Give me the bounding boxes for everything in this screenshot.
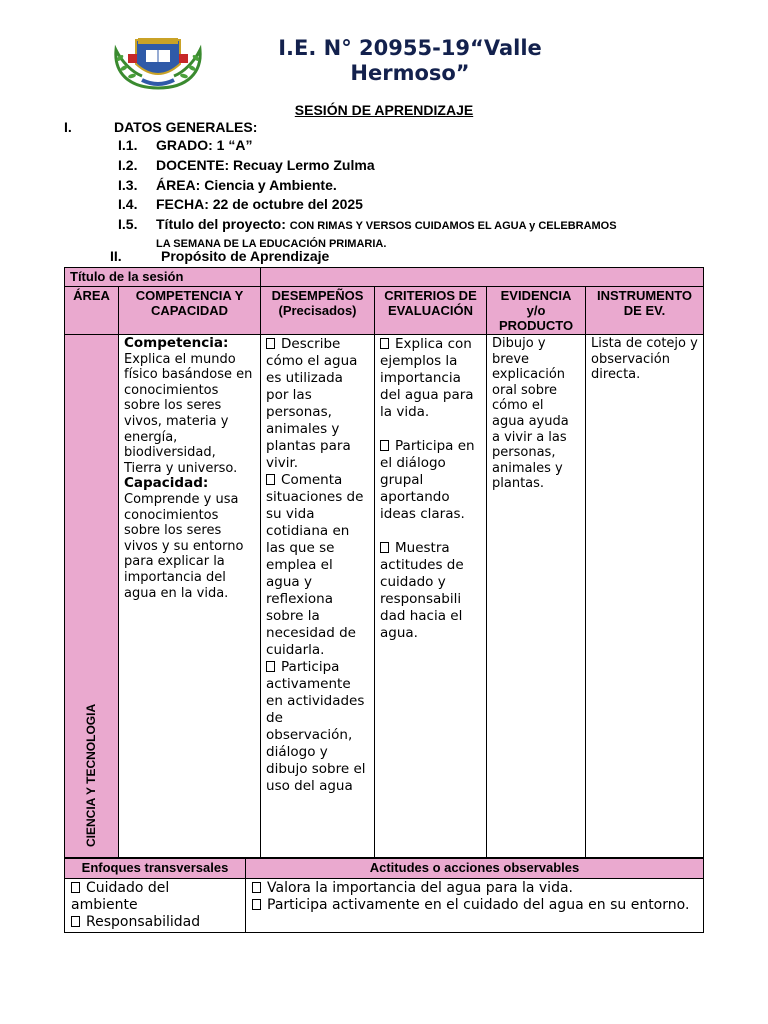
desempeno-item: Participa activamente en actividades de observación, diálogo y dibujo sobre el uso del agua <box>266 659 366 794</box>
checkbox-icon <box>252 882 261 893</box>
checkbox-icon <box>71 916 80 927</box>
actitudes-cell <box>246 879 704 933</box>
checkbox-icon <box>266 661 275 672</box>
competencia-label: Competencia: <box>124 335 229 351</box>
checkbox-icon <box>380 338 389 349</box>
criterios-cell <box>375 335 487 858</box>
header-competencia: COMPETENCIA Y CAPACIDAD <box>119 287 261 335</box>
school-name: I.E. N° 20955-19“Valle Hermoso” <box>278 36 542 85</box>
header-desempenos: DESEMPEÑOS (Precisados) <box>261 287 375 335</box>
enfoques-cell <box>65 879 246 933</box>
checkbox-icon <box>266 338 275 349</box>
enfoques-table <box>64 858 704 933</box>
checkbox-icon <box>71 882 80 893</box>
competencia-cell <box>119 335 261 858</box>
enfoques-header: Enfoques transversales <box>65 859 246 879</box>
school-logo <box>108 32 208 92</box>
competencia-text: Explica el mundo físico basándose en conocimientos sobre los seres vivos, materia y energía, biodiversidad, Tierra y universo. <box>124 351 253 476</box>
header-area: ÁREA <box>65 287 119 335</box>
desempenos-cell <box>261 335 375 858</box>
checkbox-icon <box>266 474 275 485</box>
proyecto-value-line1: CON RIMAS Y VERSOS CUIDAMOS EL AGUA y CELEBRAMOS <box>289 220 617 232</box>
proposito-table <box>64 267 704 858</box>
capacidad-label: Capacidad: <box>124 475 209 492</box>
area-value: CIENCIA Y TECNOLOGIA <box>83 703 98 847</box>
evidencia-cell: Dibujo y breve explicación oral sobre cómo el agua ayuda a vivir a las personas, animales y plantas. <box>487 335 586 858</box>
section2-label: Propósito de Aprendizaje <box>161 248 330 264</box>
section-number: I. <box>64 119 72 135</box>
actitud-item: Participa activamente en el cuidado del agua en su entorno. <box>252 897 697 914</box>
criterio-item: Muestra actitudes de cuidado y responsabili dad hacia el agua. <box>380 540 464 641</box>
instrumento-cell: Lista de cotejo y observación directa. <box>586 335 704 858</box>
checkbox-icon <box>380 440 389 451</box>
actitudes-header: Actitudes o acciones observables <box>246 859 704 879</box>
titulo-sesion-label: Título de la sesión <box>65 268 261 287</box>
enfoque-item: Cuidado del ambiente <box>71 880 170 913</box>
checkbox-icon <box>252 899 261 910</box>
desempeno-item: Describe cómo el agua es utilizada por las personas, animales y plantas para vivir. <box>266 336 358 471</box>
header-criterios: CRITERIOS DE EVALUACIÓN <box>375 287 487 335</box>
checkbox-icon <box>380 542 389 553</box>
criterio-item: Explica con ejemplos la importancia del agua para la vida. <box>380 336 474 420</box>
section2-number: II. <box>110 248 122 264</box>
area-cell <box>65 335 119 858</box>
proyecto-value-line2: LA SEMANA DE LA EDUCACIÓN PRIMARIA. <box>156 238 387 250</box>
titulo-sesion-value <box>261 268 704 287</box>
desempeno-item: Comenta situaciones de su vida cotidiana en las que se emplea el agua y reflexiona sobre la necesidad de cuidarla. <box>266 472 364 658</box>
enfoque-item: Responsabilidad <box>71 914 239 931</box>
header-evidencia: EVIDENCIA y/o PRODUCTO <box>487 287 586 335</box>
actitud-item: Valora la importancia del agua para la vida. <box>252 880 697 897</box>
capacidad-text: Comprende y usa conocimientos sobre los seres vivos y su entorno para explicar la importancia del agua en la vida. <box>124 491 244 601</box>
session-title: SESIÓN DE APRENDIZAJE <box>294 102 474 118</box>
header-instrumento: INSTRUMENTO DE EV. <box>586 287 704 335</box>
criterio-item: Participa en el diálogo grupal aportando ideas claras. <box>380 438 475 522</box>
section-label: DATOS GENERALES: <box>114 119 258 135</box>
